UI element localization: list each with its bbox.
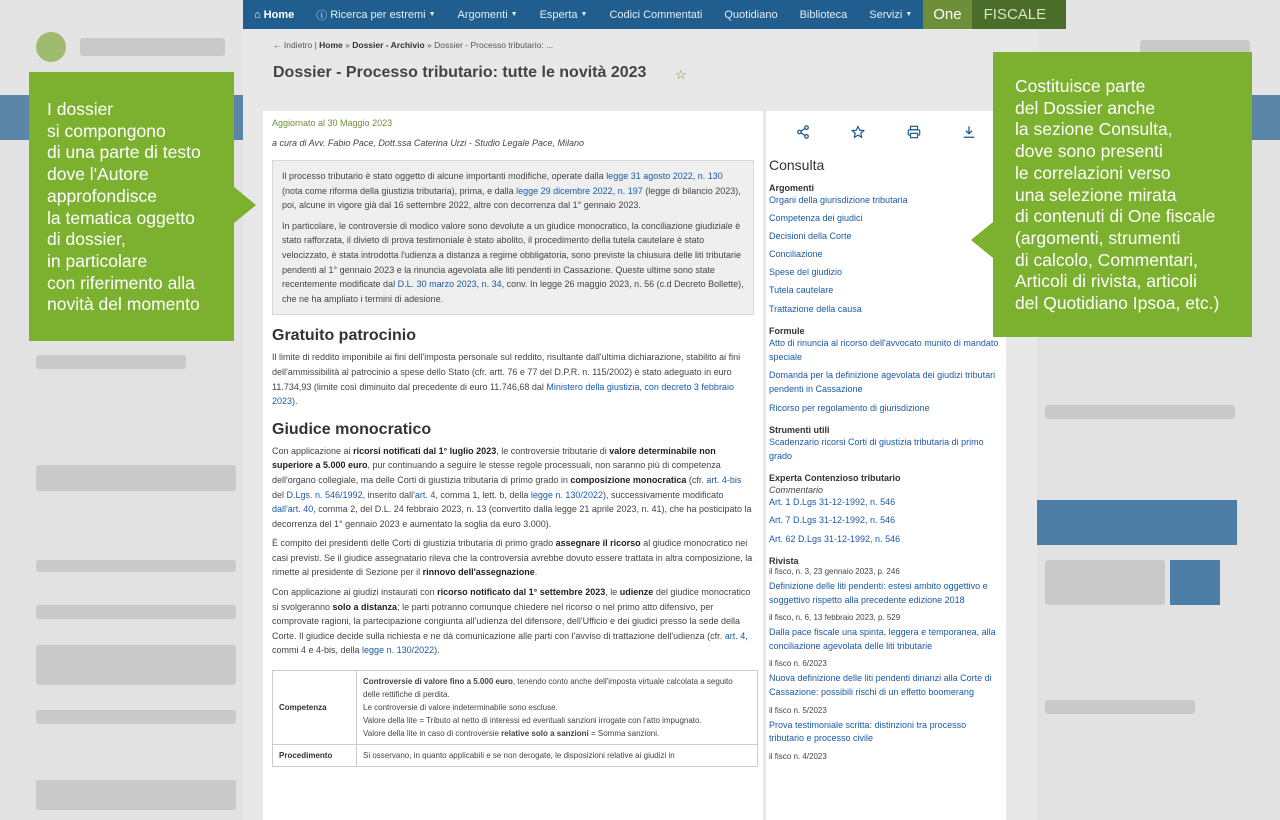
article-link[interactable]: Nuova definizione delle liti pendenti dinanzi alla Corte di Cassazione: possibili rischi di un effetto boomerang — [769, 673, 992, 698]
law-link[interactable]: legge 31 agosto 2022 — [606, 171, 693, 181]
consulta-link[interactable]: Domanda per la definizione agevolata dei giudizi tributari pendenti in Cassazione — [769, 370, 996, 394]
formule-list — [769, 337, 1003, 415]
top-navbar — [243, 0, 1047, 29]
consulta-link[interactable]: Ricorso per regolamento di giurisdizione — [769, 402, 930, 413]
callout-line: si compongono — [47, 120, 166, 141]
background-block — [1037, 500, 1237, 545]
chevron-down-icon: ▼ — [905, 11, 913, 18]
callout-line: approfondisce — [47, 185, 157, 206]
consulta-link[interactable]: Tutela cautelare — [769, 285, 834, 296]
text: , — [476, 279, 482, 290]
law-link[interactable]: legge n. 130/2022 — [362, 645, 435, 656]
callout-line: di dossier, — [47, 229, 126, 250]
consulta-link[interactable]: Scadenzario ricorsi Corti di giustizia tributaria di primo grado — [769, 437, 984, 461]
bold-text: ricorso notificato dal 1° settembre 2023 — [437, 587, 606, 598]
text: , le controversie tributarie di — [496, 445, 610, 456]
text: In particolare, le controversie di modico valore sono devolute a un giudice monocratico, la conciliazione giudiziale è stato rafforzata, il divieto di prova testimoniale è stato abolito, il procedimento della tutela cautelare è stato velocizzato, è stata introdotta l'udienza a distanza a regime obbligatoria, sono previste la chiusura delle liti tributarie pendenti al 1° gennaio 2023 e la rinuncia agevolata alle liti pendenti in Cassazione. Queste ultime sono state recentemente modificate dal — [282, 220, 741, 290]
callout-line: dove sono presenti — [1015, 141, 1163, 162]
nav-label: Esperta — [539, 8, 578, 21]
table-cell: Si osservano, in quanto applicabili e se non derogate, le disposizioni relative ai giudizi in — [357, 745, 758, 767]
background-block — [36, 780, 236, 810]
print-icon[interactable] — [907, 125, 921, 139]
chevron-down-icon: ▼ — [580, 11, 588, 18]
brand-fiscale: FISCALE — [972, 0, 1067, 29]
callout-right-pointer — [971, 222, 993, 258]
article-link[interactable]: Definizione delle liti pendenti: estesi ambito oggettivo e soggettivo rispetto alla precedente edizione 2018 — [769, 581, 988, 605]
text: del giudice monocratico si svolgeranno — [272, 587, 751, 612]
law-link[interactable]: art. 4 — [724, 630, 746, 641]
star-icon[interactable] — [851, 125, 865, 139]
nav-ricerca-per-estremi[interactable] — [305, 7, 446, 23]
text: , conv. In legge 26 maggio 2023, n. 56 (c.d Decreto Bollette), che ne ha ampliato i termini di adesione. — [282, 279, 744, 304]
background-block — [36, 710, 236, 724]
text: , — [692, 171, 698, 181]
consulta-link[interactable]: Conciliazione — [769, 249, 823, 260]
section-label-esperta: Experta Contenzioso tributario — [769, 473, 901, 484]
consulta-link[interactable]: Art. 7 D.Lgs 31-12-1992, n. 546 — [769, 515, 896, 526]
law-link[interactable]: art. 4 — [414, 489, 436, 500]
text: Il limite di reddito imponibile ai fini dell'imposta personale sul reddito, risultante dall'ultima dichiarazione, stabilito ai fini dell'ammissibilità al patrocinio a spese dello Stato (cfr. artt. 76 e 77 del D.P.R. n. 115/2002) è stato adeguato in euro 11.734,93 (limite così diminuito dal precedente di euro 11.746,68 dal — [272, 352, 741, 392]
nav-servizi[interactable] — [858, 9, 923, 21]
law-link[interactable]: dall'art. 40 — [272, 504, 314, 515]
home-icon: ⌂ — [254, 8, 261, 21]
callout-line: novità del momento — [47, 294, 200, 315]
page-title: Dossier - Processo tributario: tutte le novità 2023 — [273, 64, 647, 81]
law-link[interactable]: n. 34 — [481, 279, 502, 290]
text: = Somma sanzioni. — [588, 729, 660, 739]
table-row — [273, 745, 758, 767]
consulta-pane — [766, 111, 1006, 820]
callout-line: Articoli di rivista, articoli — [1015, 271, 1197, 292]
article-meta: il fisco n. 4/2023 — [769, 751, 827, 761]
section-label-strumenti: Strumenti utili — [769, 425, 830, 436]
consulta-link[interactable]: Trattazione della causa — [769, 303, 862, 314]
text: , comma 1, lett. b, della — [435, 489, 531, 500]
text: , — [612, 185, 618, 196]
table-line — [363, 727, 751, 740]
background-logo — [36, 32, 66, 62]
nav-esperta[interactable] — [529, 9, 599, 21]
nav-label: Codici Commentati — [609, 8, 703, 21]
action-icons — [769, 125, 1003, 139]
callout-line: dove l'Autore — [47, 164, 149, 185]
callout-line: le correlazioni verso — [1015, 162, 1171, 183]
text: (cfr. — [686, 474, 707, 485]
nav-home[interactable] — [243, 9, 305, 21]
article-link[interactable]: Prova testimoniale scritta: distinzioni tra processo tributario e processo civile — [769, 719, 967, 744]
table-row-header: Competenza — [273, 671, 357, 745]
callout-line: del Dossier anche — [1015, 97, 1156, 118]
chevron-down-icon: ▼ — [510, 11, 518, 18]
bold-text: rinnovo dell'assegnazione — [422, 567, 535, 578]
intro-paragraph-2 — [282, 219, 744, 307]
callout-line: I dossier — [47, 99, 114, 119]
gratuito-paragraph — [272, 350, 754, 408]
bold-text: udienze — [619, 587, 654, 598]
app-window — [243, 0, 1047, 820]
law-link[interactable]: Ministero della giustizia, con decreto 3 febbraio 2023 — [272, 381, 734, 407]
callout-left-pointer — [234, 187, 256, 223]
section-label-formule: Formule — [769, 326, 805, 337]
section-label-argomenti: Argomenti — [769, 183, 814, 193]
text: , pur continuando a seguire le stesse regole processuali, non saranno più di competenza dell'organo collegiale, ma delle Corti di giustizia tributaria di primo grado in — [272, 460, 721, 485]
intro-paragraph-1 — [282, 169, 744, 213]
breadcrumb-home[interactable]: Home — [319, 40, 343, 50]
background-block — [1170, 560, 1220, 605]
bold-text: Controversie di valore fino a 5.000 euro — [363, 677, 513, 687]
callout-line: di calcolo, Commentari, — [1015, 249, 1198, 270]
background-block — [1045, 560, 1165, 605]
text: , comma 2, del D.L. 24 febbraio 2023, n. 13 (convertito dalla legge 21 aprile 2023, n. 41), che ha posticipato la decorrenza del 1° gennaio 2023 e aumentato la soglia da euro 3.000). — [272, 504, 752, 529]
law-link[interactable]: legge 29 dicembre 2022 — [516, 185, 613, 196]
text: ). — [292, 396, 298, 407]
text: È compito dei presidenti delle Corti di giustizia tributaria di primo grado — [272, 538, 556, 549]
callout-line: del Quotidiano Ipsoa, etc.) — [1015, 293, 1220, 314]
background-block — [80, 38, 225, 56]
text: al giudice monocratico nei casi previsti. Se il giudice assegnatario rileva che la controversia avrebbe dovuto essere trattata in altra composizione, la rimette al presidente di Sezione per il — [272, 538, 753, 578]
author-line: a cura di Avv. Fabio Pace, Dott.ssa Caterina Urzi - Studio Legale Pace, Milano — [272, 138, 584, 148]
background-block — [36, 355, 186, 369]
article-meta: il fisco, n. 3, 23 gennaio 2023, p. 246 — [769, 567, 900, 577]
brand-logo[interactable] — [923, 0, 1066, 29]
esperta-list — [769, 496, 1003, 546]
background-block — [1045, 700, 1195, 714]
table-line — [363, 675, 751, 701]
back-link[interactable]: ← Indietro — [273, 40, 313, 50]
callout-line: una selezione mirata — [1015, 184, 1177, 205]
callout-line: con riferimento alla — [47, 272, 195, 293]
consulta-link[interactable]: Art. 62 D.Lgs 31-12-1992, n. 546 — [769, 533, 901, 544]
callout-line: di una parte di testo — [47, 142, 201, 163]
callout-line: in particolare — [47, 250, 148, 271]
consulta-link[interactable]: Decisioni della Corte — [769, 231, 852, 242]
table-cell — [357, 671, 758, 745]
law-link[interactable]: n. 130 — [697, 171, 723, 181]
strumenti-list — [769, 436, 1003, 463]
text: ), successivamente modificato — [602, 489, 724, 500]
callout-left — [29, 72, 234, 341]
download-icon[interactable] — [962, 125, 976, 139]
law-link[interactable]: D.L. 30 marzo 2023 — [397, 279, 477, 290]
giudice-paragraph-1 — [272, 444, 754, 532]
chevron-down-icon: ▼ — [428, 11, 436, 18]
share-icon[interactable] — [796, 125, 810, 139]
text: , tenendo conto anche dell'imposta virtuale calcolata a seguito delle rettifiche di perdita. — [363, 677, 733, 700]
background-block — [36, 605, 236, 619]
table-line: Le controversie di valore indeterminabile sono escluse. — [363, 703, 558, 713]
consulta-link[interactable]: Organi della giurisdizione tributaria — [769, 195, 908, 205]
article-link[interactable]: Dalla pace fiscale una spinta, leggera e temporanea, alla conciliazione agevolata delle liti tributarie — [769, 627, 996, 651]
bold-text: solo a distanza — [332, 601, 398, 612]
breadcrumb-current: Dossier - Processo tributario: ... — [434, 40, 554, 50]
giudice-paragraph-3 — [272, 585, 754, 658]
nav-argomenti[interactable] — [447, 9, 529, 21]
section-label-rivista: Rivista — [769, 556, 799, 567]
summary-table — [272, 670, 758, 767]
text: ). — [434, 645, 440, 656]
bold-text: valore determinabile non superiore a 5.000 euro — [272, 445, 716, 471]
text: , commi 4 e 4-bis, della — [272, 630, 748, 656]
brand-one: One — [923, 0, 971, 29]
callout-line: la sezione Consulta, — [1015, 119, 1173, 140]
breadcrumb-archive[interactable]: Dossier - Archivio — [352, 40, 425, 50]
text: Il processo tributario è stato oggetto di alcune importanti modifiche, operate dalla — [282, 171, 607, 181]
consulta-title: Consulta — [769, 157, 825, 173]
law-link[interactable]: n. 197 — [617, 185, 643, 196]
text: (legge di bilancio 2023), poi, alcune in vigore già dal 16 settembre 2022, altre con decorrenza dal 1° gennaio 2023. — [282, 185, 741, 211]
text: (nota come riforma della giustizia tributaria), prima, e dalla — [282, 185, 517, 196]
text: Valore della lite in caso di controversie — [363, 729, 502, 739]
nav-biblioteca[interactable] — [789, 9, 859, 21]
table-row-header: Procedimento — [273, 745, 357, 767]
text: . — [534, 567, 538, 578]
argomenti-list — [769, 194, 1003, 316]
intro-box — [272, 160, 754, 315]
section-sublabel: Commentario — [769, 485, 824, 496]
nav-label: Ricerca per estremi — [330, 8, 426, 21]
callout-line: di contenuti di One fiscale — [1015, 206, 1216, 227]
nav-quotidiano[interactable] — [713, 9, 788, 21]
article-meta: il fisco n. 6/2023 — [769, 659, 827, 669]
law-link[interactable]: legge n. 130/2022 — [530, 489, 603, 500]
text: Con applicazione ai — [272, 445, 354, 456]
table-line: Valore della lite = Tributo al netto di interessi ed eventuali sanzioni irrogate con l'atto impugnato. — [363, 716, 702, 726]
nav-label: Argomenti — [457, 8, 508, 21]
background-block — [36, 465, 236, 491]
bold-text: assegnare il ricorso — [555, 538, 641, 549]
text: Con applicazione ai giudizi instaurati con — [272, 587, 438, 598]
rivista-list — [769, 567, 1003, 761]
consulta-link[interactable]: Spese del giudizio — [769, 267, 843, 278]
table-row — [273, 671, 758, 745]
giudice-paragraph-2 — [272, 536, 754, 580]
text: , inserito dall' — [362, 489, 415, 500]
callout-line: la tematica oggetto — [47, 207, 195, 228]
section-heading-gratuito: Gratuito patrocinio — [272, 327, 416, 345]
updated-date: Aggiornato al 30 Maggio 2023 — [272, 118, 393, 128]
callout-line: (argomenti, strumenti — [1015, 227, 1181, 248]
background-block — [36, 560, 236, 572]
bold-text: relative solo a sanzioni — [501, 729, 589, 739]
background-block — [1045, 405, 1235, 419]
callout-right — [993, 52, 1252, 337]
nav-codici-commentati[interactable] — [598, 9, 713, 21]
text: ; le parti potranno comunque chiedere nel ricorso o nel primo atto difensivo, per comprovate ragioni, la partecipazione congiunta all'udienza del difensore, dell'Ufficio e dei giudici presso la sede della Corte. Il giudice decide sulla richiesta e ne dà comunicazione alle parti con l'avviso di trattazione dell'udienza (cfr. — [272, 601, 741, 641]
text: , le — [605, 587, 620, 598]
law-link[interactable]: D.Lgs. n. 546/1992 — [286, 489, 363, 500]
nav-label: Biblioteca — [799, 8, 848, 21]
favorite-star-icon[interactable]: ☆ — [675, 67, 687, 82]
document-pane — [263, 111, 763, 820]
consulta-link[interactable]: Competenza dei giudici — [769, 213, 863, 224]
text: del — [272, 489, 287, 500]
bold-text: composizione monocratica — [570, 474, 687, 485]
breadcrumb: ← Indietro | Home » Dossier - Archivio » Dossier - Processo tributario: ... — [273, 40, 554, 50]
nav-label: Quotidiano — [724, 8, 778, 21]
consulta-link[interactable]: Atto di rinuncia al ricorso dell'avvocato munito di mandato speciale — [769, 338, 999, 362]
bold-text: ricorsi notificati dal 1° luglio 2023 — [353, 445, 497, 456]
callout-line: Costituisce parte — [1015, 76, 1146, 96]
law-link[interactable]: art. 4-bis — [706, 474, 742, 485]
article-meta: il fisco n. 5/2023 — [769, 705, 827, 715]
nav-label: Servizi — [869, 8, 903, 21]
background-block — [36, 645, 236, 685]
consulta-link[interactable]: Art. 1 D.Lgs 31-12-1992, n. 546 — [769, 497, 896, 508]
info-icon: ⓘ — [316, 9, 328, 22]
section-heading-giudice: Giudice monocratico — [272, 420, 432, 438]
nav-home-label: Home — [263, 8, 295, 21]
article-meta: il fisco, n. 6, 13 febbraio 2023, p. 529 — [769, 613, 901, 623]
